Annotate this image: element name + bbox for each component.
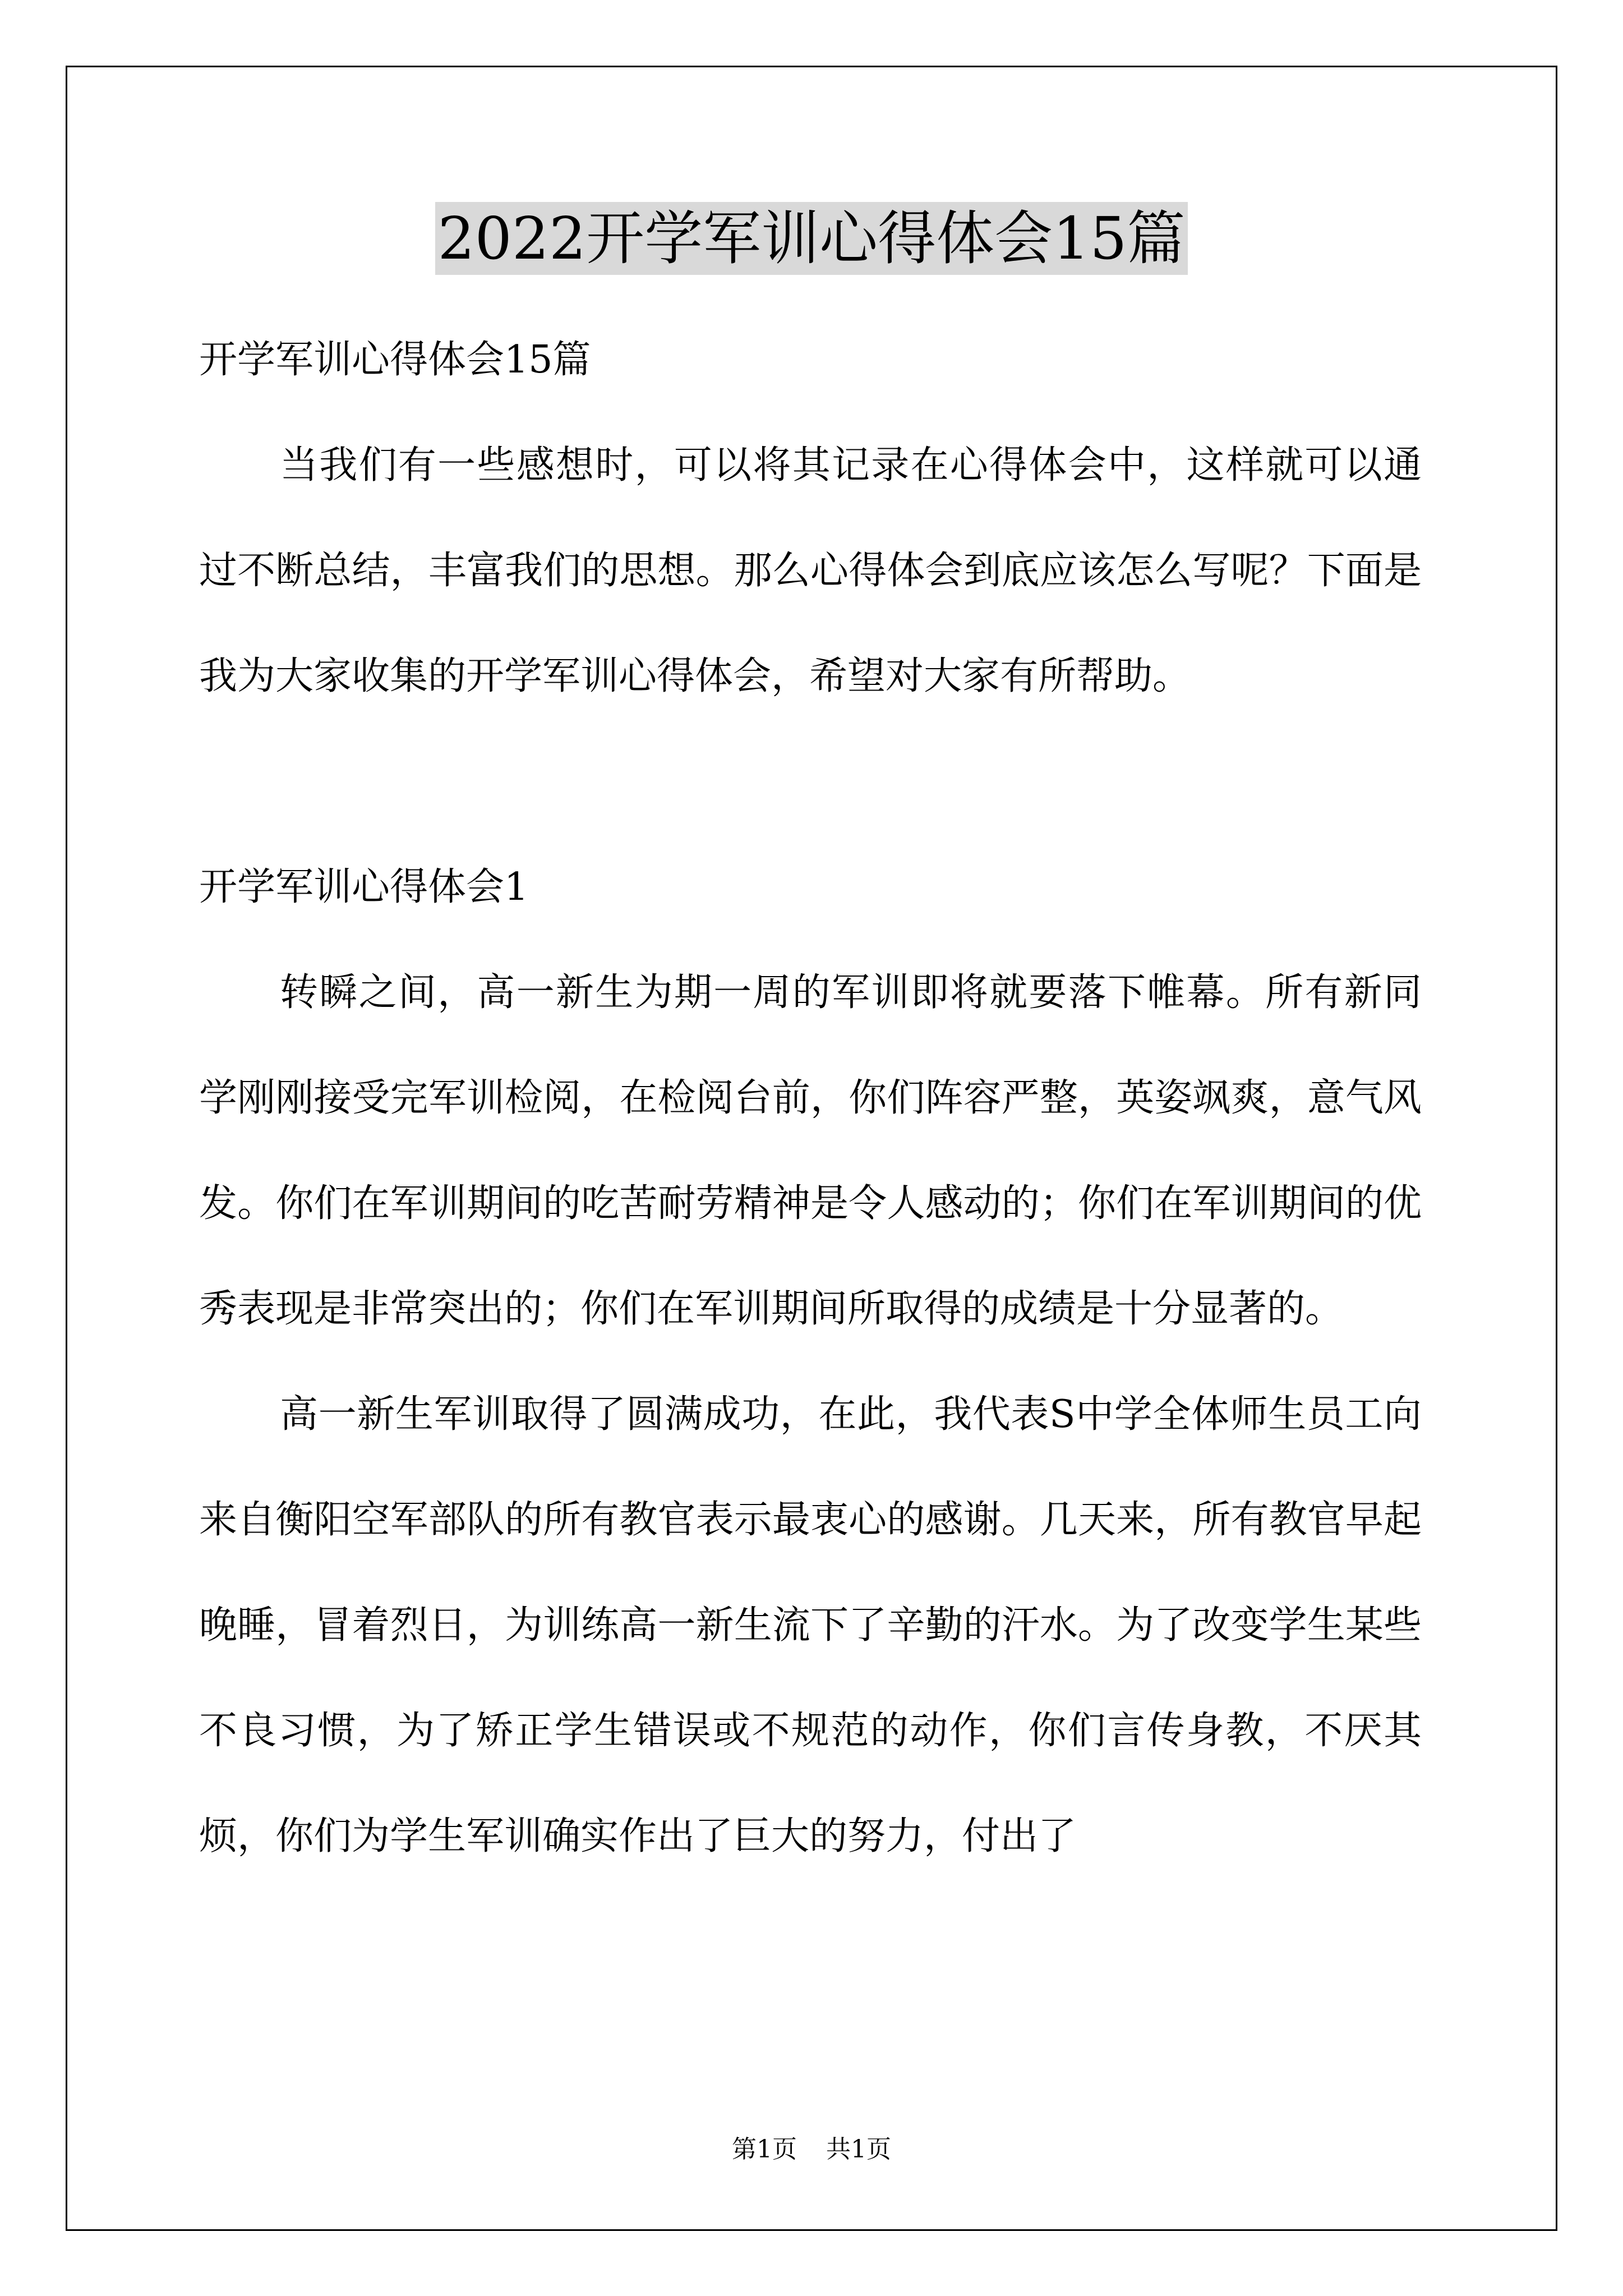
section1-paragraph-2: 高一新生军训取得了圆满成功，在此，我代表S中学全体师生员工向来自衡阳空军部队的所有教官表示最衷心的感谢。几天来，所有教官早起晚睡，冒着烈日，为训练高一新生流下了辛勤的汗水。为了改变学生某些不良习惯，为了矫正学生错误或不规范的动作，你们言传身教，不厌其烦，你们为学生军训确实作出了巨大的努力，付出了 xyxy=(199,1392,1422,1858)
document-title-text: 2022开学军训心得体会15篇 xyxy=(435,202,1187,275)
page-total: 共1页 xyxy=(826,2135,891,2164)
section-spacer xyxy=(199,729,1422,835)
document-body xyxy=(199,307,1422,1889)
page-number: 第1页 xyxy=(732,2135,797,2164)
intro-paragraph: 当我们有一些感想时，可以将其记录在心得体会中，这样就可以通过不断总结，丰富我们的思想。那么心得体会到底应该怎么写呢？下面是我为大家收集的开学军训心得体会，希望对大家有所帮助。 xyxy=(199,443,1422,698)
page-footer xyxy=(0,2129,1623,2165)
document-title xyxy=(0,202,1623,275)
section1-paragraph-1: 转瞬之间，高一新生为期一周的军训即将就要落下帷幕。所有新同学刚刚接受完军训检阅，在检阅台前，你们阵容严整，英姿飒爽，意气风发。你们在军训期间的吃苦耐劳精神是令人感动的；你们在军训期间的优秀表现是非常突出的；你们在军训期间所取得的成绩是十分显著的。 xyxy=(199,970,1422,1331)
document-subtitle: 开学军训心得体会15篇 xyxy=(199,338,591,382)
section-heading-1: 开学军训心得体会1 xyxy=(199,865,529,909)
